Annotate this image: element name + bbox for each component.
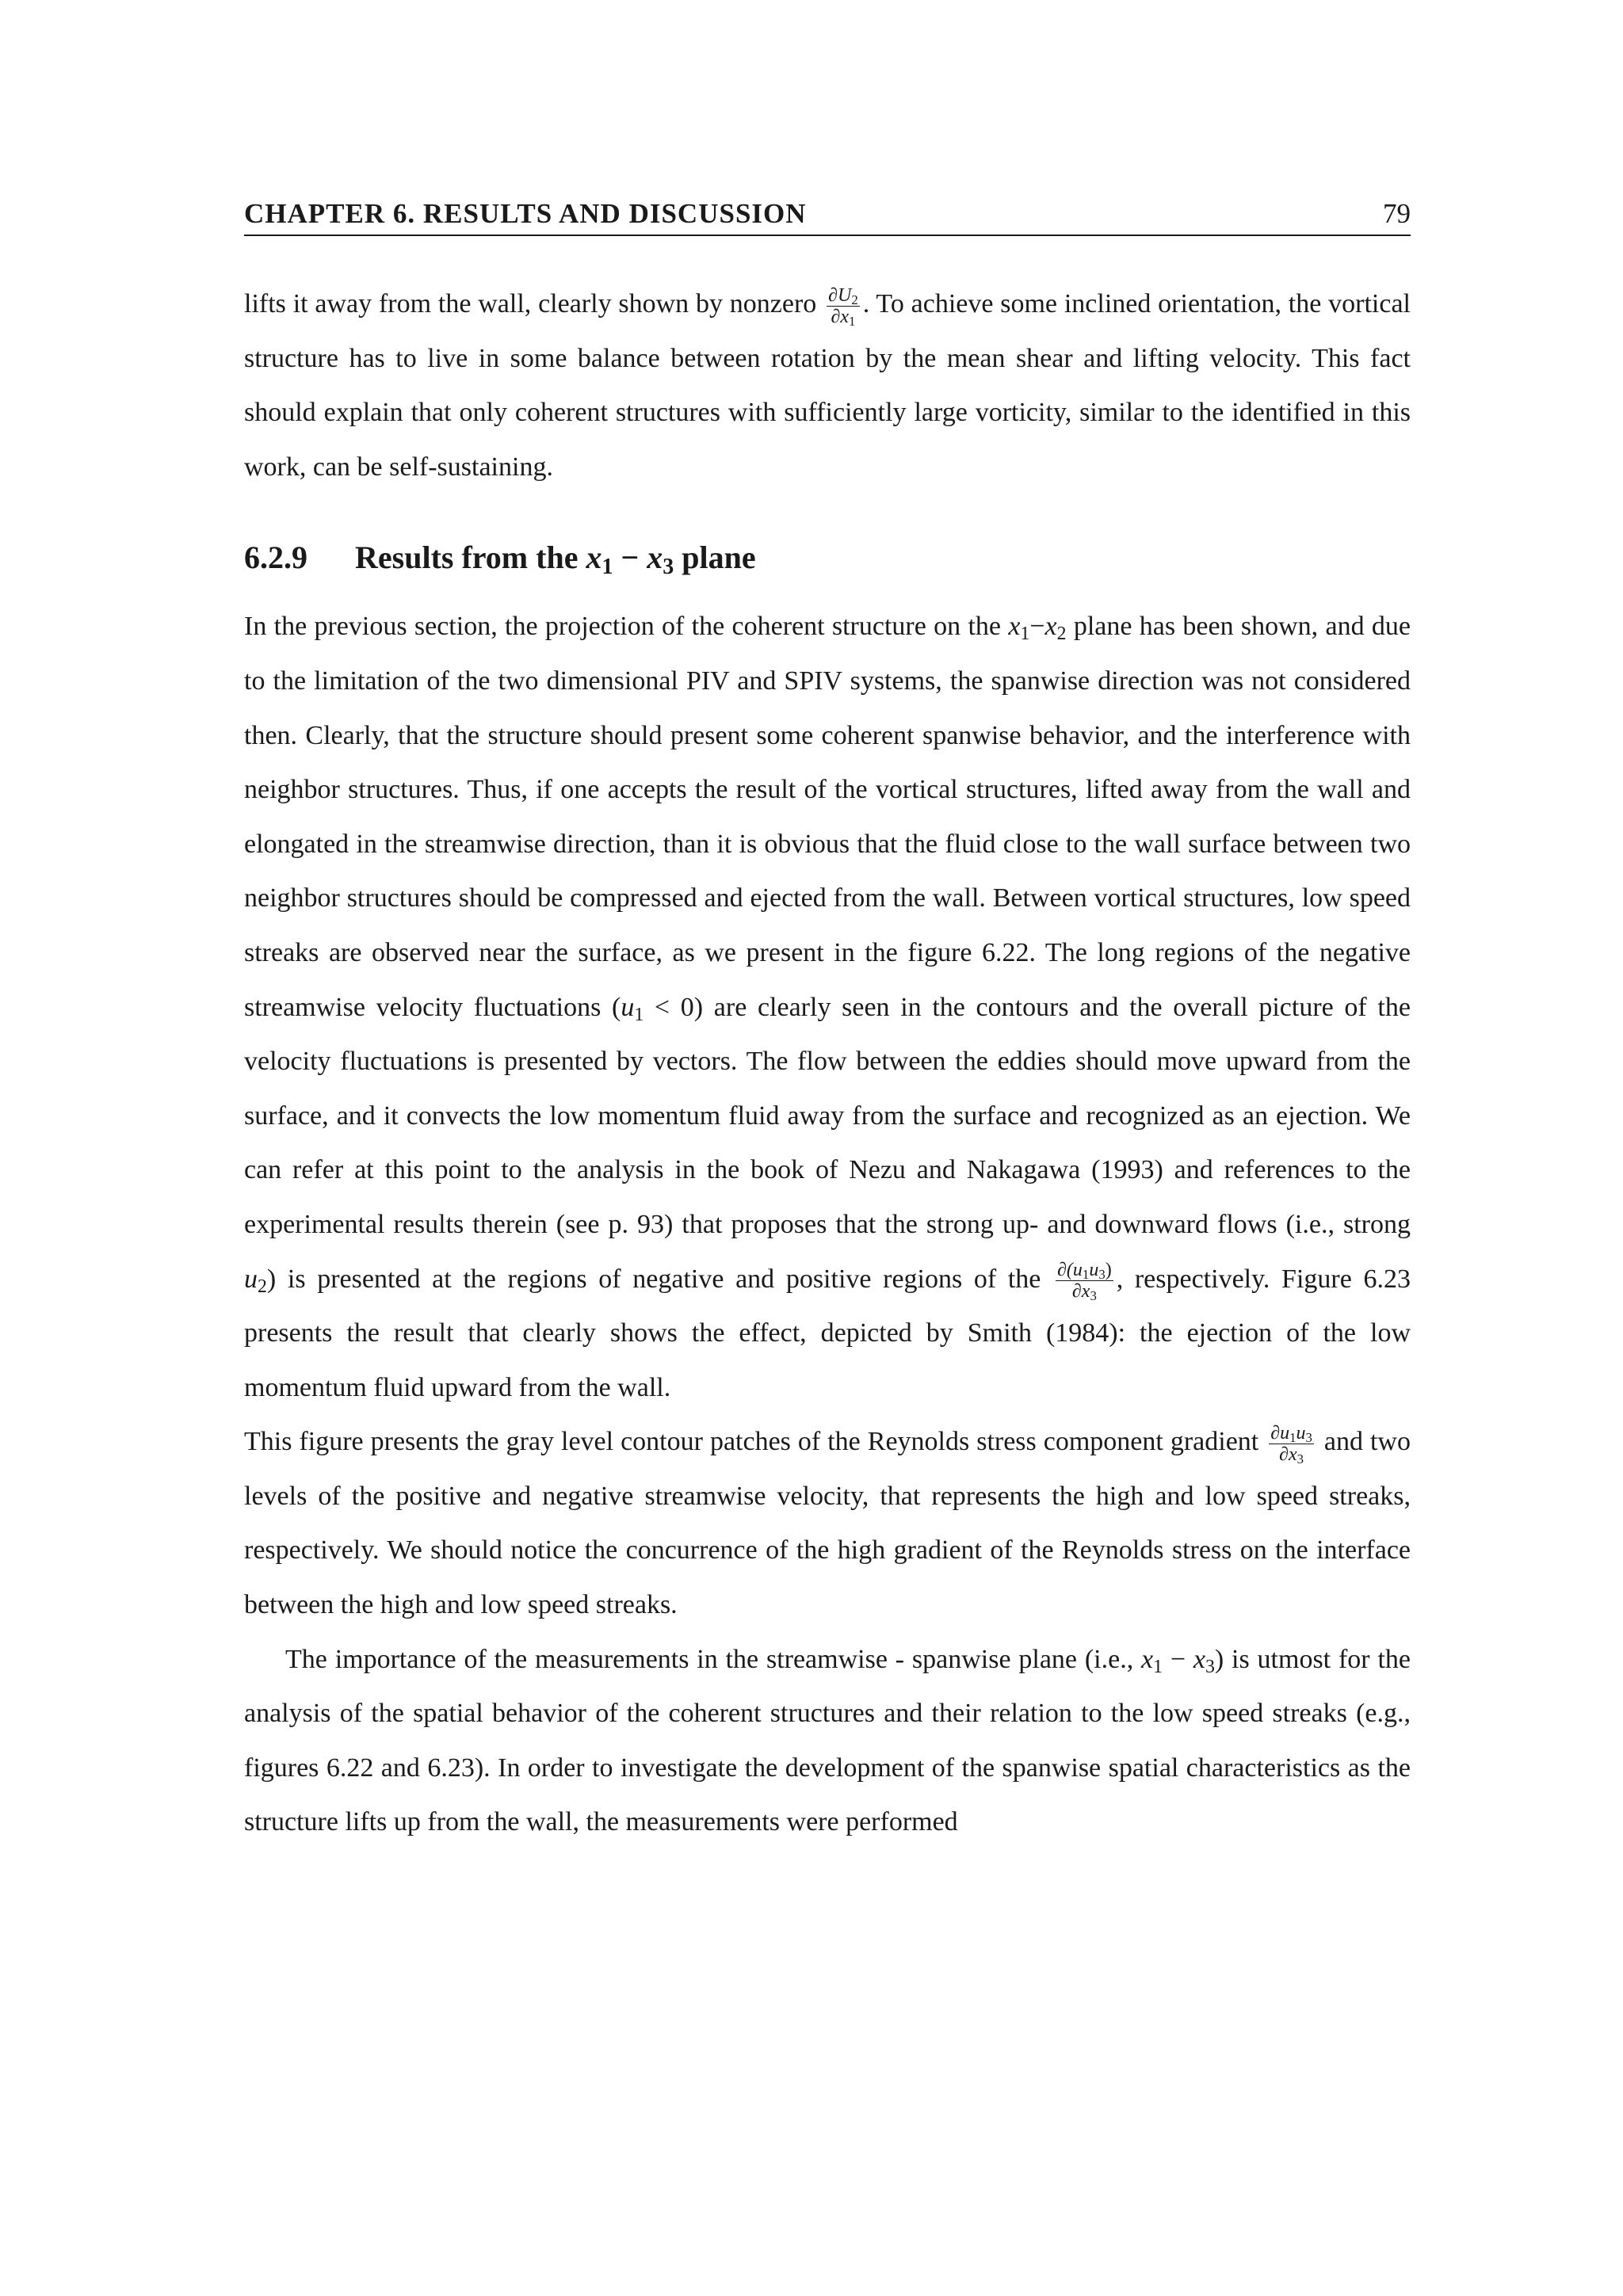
fraction-numerator-open: ∂(u (1057, 1260, 1083, 1281)
fraction-numerator-sub-2: 3 (1305, 1430, 1312, 1446)
para4-text-b: ) is utmost for the analysis of the spatial behavior of the coherent structures and their relation to the low speed streaks (e.g., figures 6.22 and 6.23). In order to investigate the development of the spanwise spatial characteristics as the structure lifts up from the wall, the measurements were performed (244, 1644, 1411, 1837)
section-var-a: x (586, 540, 602, 576)
paragraph-2 (244, 600, 1411, 1415)
fraction-numerator-subscript: 2 (851, 292, 858, 307)
para4-minus: − (1163, 1644, 1193, 1674)
para2-var-u2-sub: 2 (258, 1276, 267, 1297)
fraction-denominator (1269, 1444, 1314, 1465)
fraction-numerator-close: ) (1105, 1260, 1112, 1281)
para4-var-x1-sub: 1 (1153, 1656, 1163, 1677)
fraction-dU2-dx1 (827, 285, 860, 327)
fraction-numerator-sub-1: 1 (1082, 1267, 1090, 1283)
para3-text-b: and two levels of the positive and negative streamwise velocity, that represents the high and low speed streaks, respectively. We should notice the concurrence of the high gradient of the Reynolds stress on the interface between the high and low speed streaks. (244, 1427, 1411, 1620)
fraction-numerator-symbol: ∂U (828, 284, 852, 306)
fraction-numerator-sub-2: 3 (1098, 1267, 1106, 1283)
fraction-numerator-sub-1: 1 (1289, 1430, 1296, 1446)
fraction-numerator-mid: u (1296, 1422, 1306, 1444)
fraction-denominator-subscript: 3 (1296, 1451, 1304, 1467)
fraction-numerator (827, 285, 860, 307)
para2-var-x1: x (1008, 612, 1021, 642)
para2-var-x2: x (1044, 612, 1057, 642)
section-title-post: plane (674, 540, 756, 576)
para4-var-x3-sub: 3 (1205, 1656, 1215, 1677)
fraction-denominator-subscript: 1 (848, 313, 856, 329)
para2-text-e: , respectively. Figure 6.23 presents the result that clearly shows the effect, depicted by Smith (1984): the ejection of the low momentum fluid upward from the wall. (244, 1264, 1411, 1402)
fraction-du1u3-dx3 (1056, 1260, 1113, 1302)
para3-text-a: This figure presents the gray level contour patches of the Reynolds stress component gradient (244, 1427, 1266, 1457)
section-var-b-sub: 3 (663, 555, 674, 580)
chapter-title: CHAPTER 6. RESULTS AND DISCUSSION (244, 198, 807, 229)
fraction-numerator (1056, 1260, 1113, 1281)
fraction-denominator-subscript: 3 (1090, 1288, 1097, 1304)
para2-text-b: plane has been shown, and due to the limitation of the two dimensional PIV and SPIV systems, the spanwise direction was not considered then. Clearly, that the structure should present some coherent spanwise behavior, and the interference with neighbor structures. Thus, if one accepts the result of the vortical structures, lifted away from the wall and elongated in the streamwise direction, than it is obvious that the fluid close to the wall surface between two neighbor structures should be compressed and ejected from the wall. Between vortical structures, low speed streaks are observed near the surface, as we present in the figure 6.22. The long regions of the negative streamwise velocity fluctuations ( (244, 612, 1411, 1022)
para2-var-u1-sub: 1 (634, 1004, 644, 1025)
para2-minus: − (1029, 612, 1045, 642)
para1-text-b: . To achieve some inclined orientation, the vortical structure has to live in some balance between rotation by the mean shear and lifting velocity. This fact should explain that only coherent structures with sufficiently large vorticity, similar to the identified in this work, can be self-sustaining. (244, 289, 1411, 482)
para4-var-x3: x (1193, 1644, 1205, 1674)
para1-text-a: lifts it away from the wall, clearly shown by nonzero (244, 289, 824, 318)
fraction-denominator (827, 307, 860, 327)
fraction-numerator-open: ∂u (1270, 1422, 1290, 1444)
fraction-denominator-symbol: ∂x (831, 306, 849, 327)
fraction-denominator-symbol: ∂x (1071, 1281, 1090, 1302)
fraction-denominator-symbol: ∂x (1279, 1444, 1297, 1465)
paragraph-1 (244, 277, 1411, 494)
section-heading (244, 539, 1411, 580)
page-number: 79 (1383, 198, 1411, 229)
para2-var-x1-sub: 1 (1020, 624, 1030, 645)
body-text (244, 277, 1411, 1850)
para2-text-a: In the previous section, the projection of the coherent structure on the (244, 612, 1009, 642)
para2-var-x2-sub: 2 (1056, 624, 1067, 645)
para2-text-c: ) are clearly seen in the contours and the overall picture of the velocity fluctuations is presented by vectors. The flow between the eddies should move upward from the surface, and it convects the low momentum fluid away from the surface and recognized as an ejection. We can refer at this point to the analysis in the book of Nezu and Nakagawa (1993) and references to the experimental results therein (see p. 93) that proposes that the strong up- and downward flows (i.e., strong (244, 992, 1411, 1239)
fraction-denominator (1056, 1281, 1113, 1302)
section-minus: − (613, 540, 647, 576)
section-var-b: x (647, 540, 663, 576)
paragraph-4 (244, 1633, 1411, 1850)
para4-text-a: The importance of the measurements in the streamwise - spanwise plane (i.e., (285, 1644, 1142, 1674)
page (244, 198, 1411, 1850)
para2-var-u2: u (244, 1264, 258, 1294)
section-title-pre: Results from the (355, 540, 586, 576)
section-title (355, 539, 756, 580)
section-number: 6.2.9 (244, 540, 307, 576)
paragraph-3 (244, 1415, 1411, 1632)
fraction-numerator (1269, 1423, 1314, 1444)
section-var-a-sub: 1 (601, 555, 613, 580)
running-head (244, 198, 1411, 236)
para2-text-d: ) is presented at the regions of negative and positive regions of the (266, 1264, 1053, 1294)
para4-var-x1: x (1141, 1644, 1154, 1674)
fraction-reynolds-gradient (1269, 1423, 1314, 1465)
fraction-numerator-mid: u (1089, 1260, 1099, 1281)
para2-less-than: < 0 (643, 992, 694, 1022)
para2-var-u1: u (621, 992, 635, 1022)
